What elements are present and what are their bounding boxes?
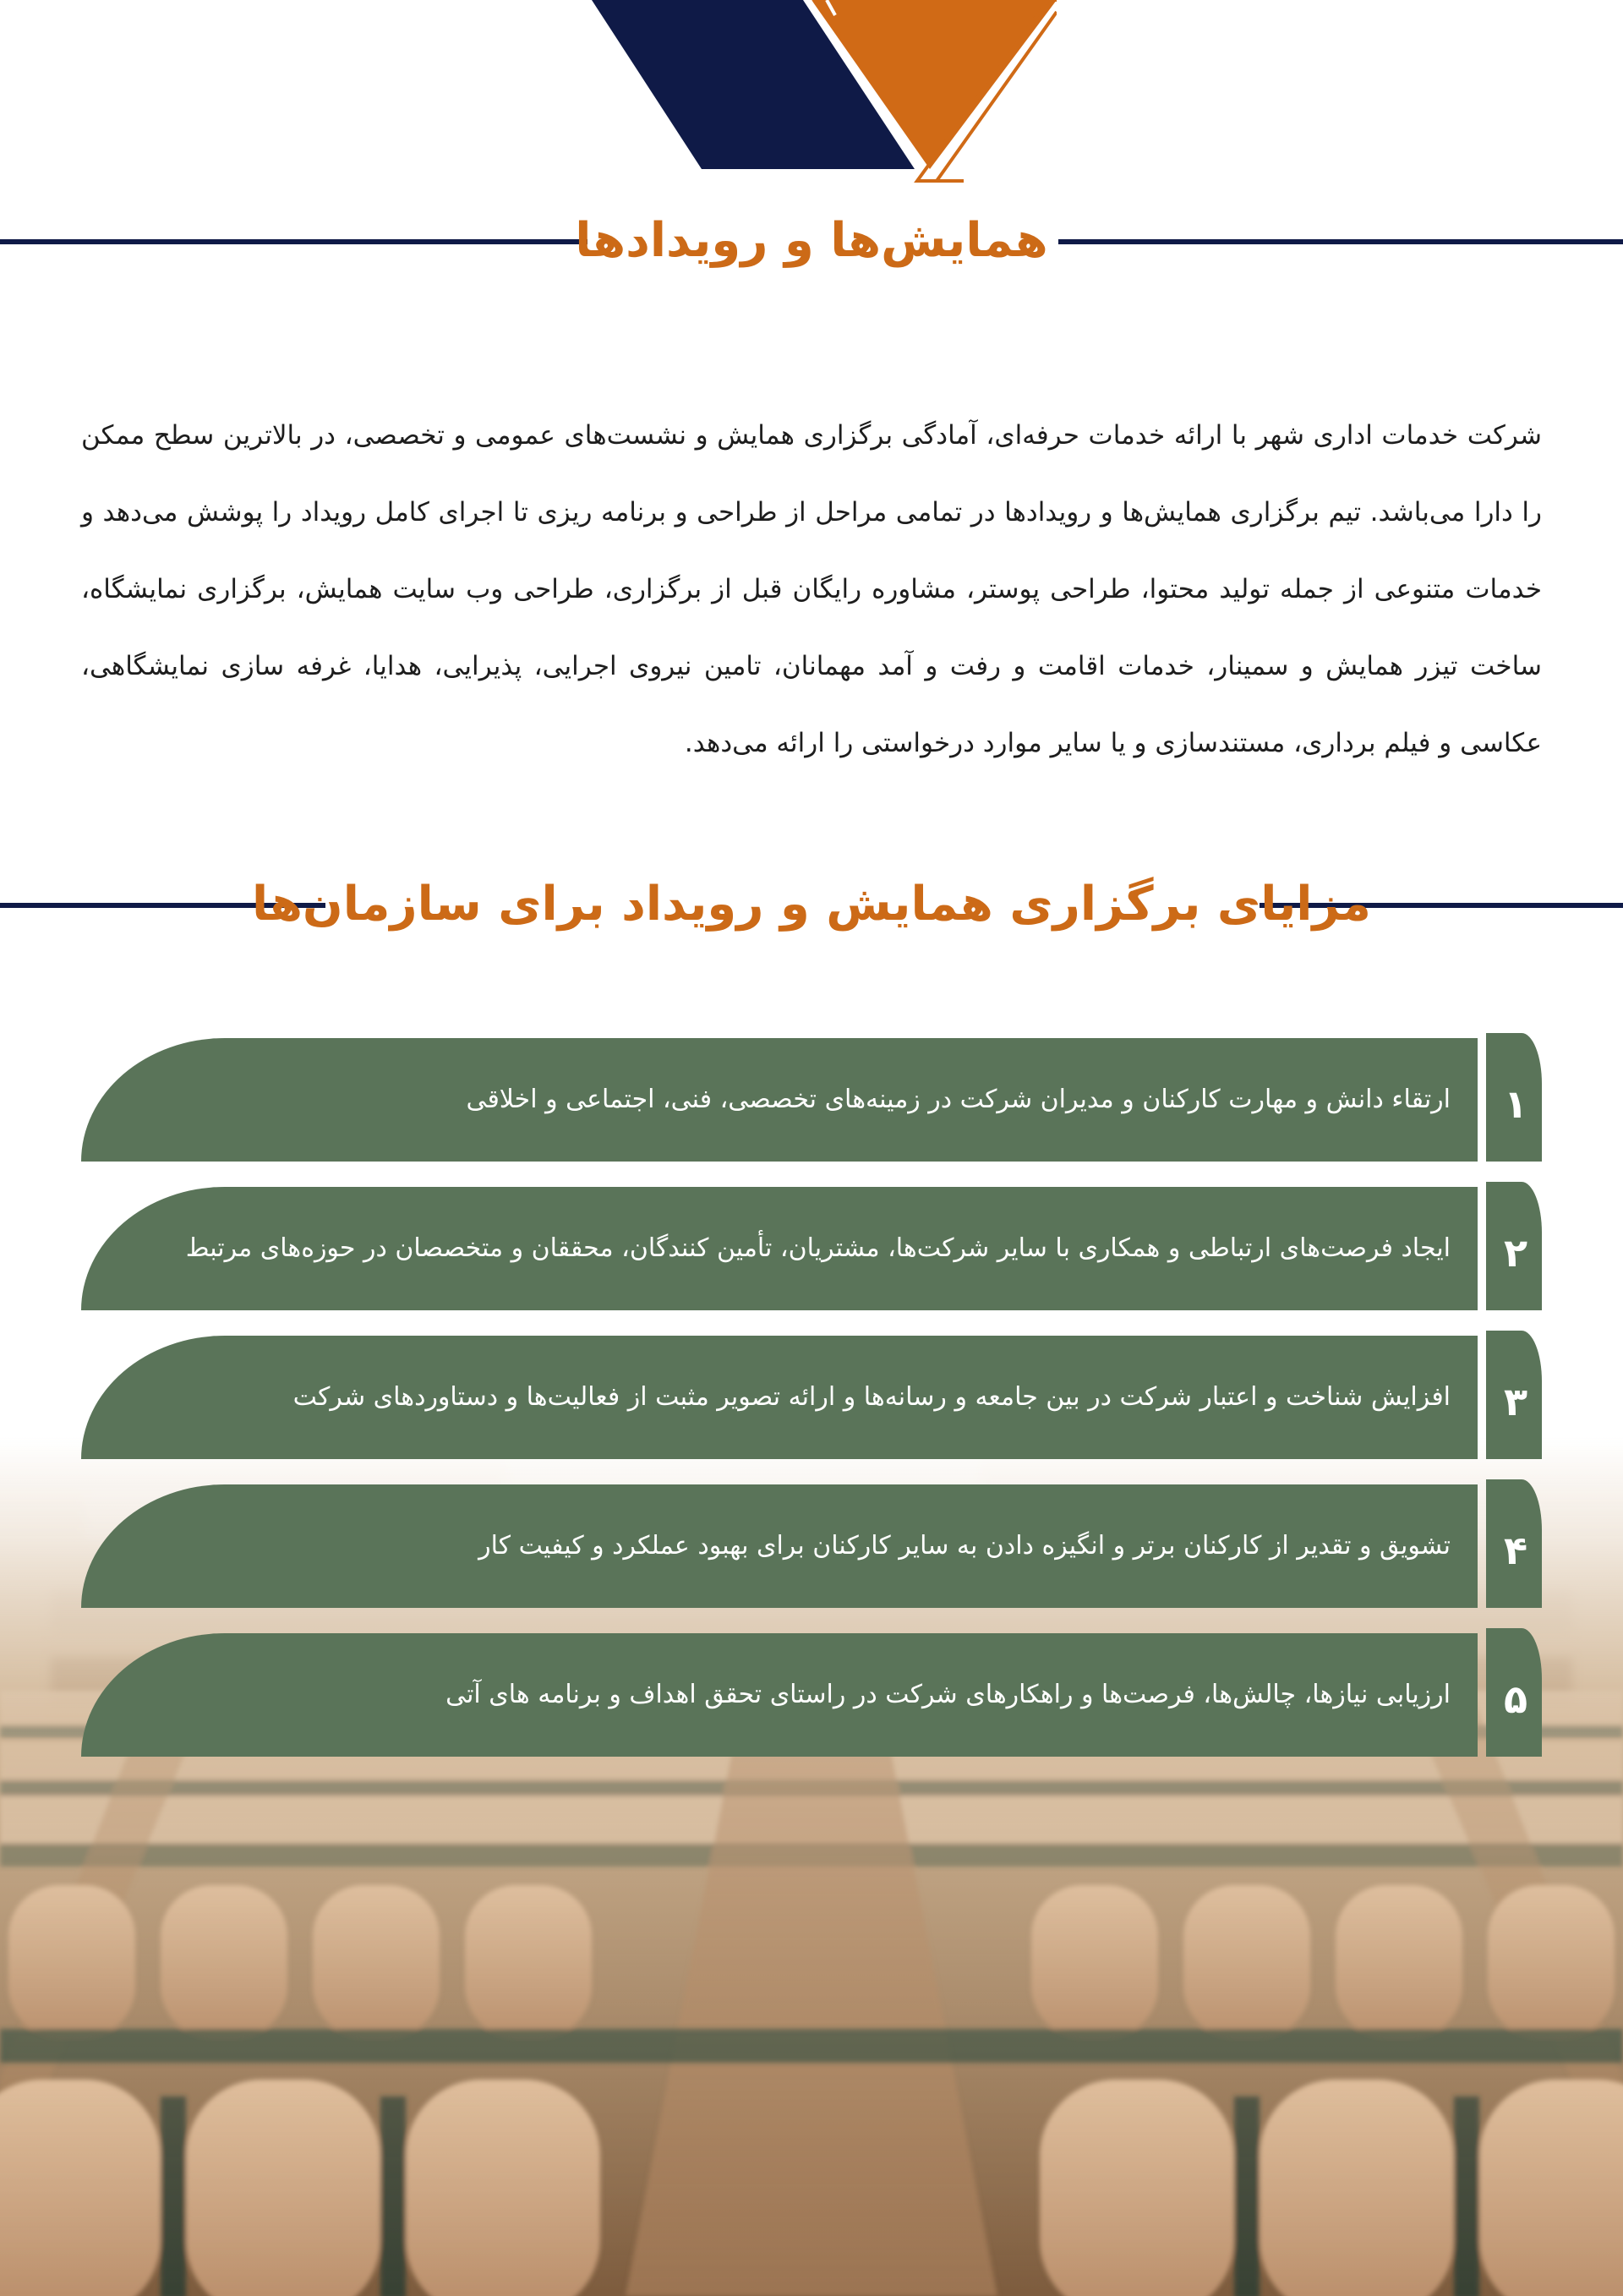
benefit-number-badge xyxy=(1486,1479,1542,1608)
brand-chevron-logo xyxy=(583,0,1057,188)
benefit-text: تشویق و تقدیر از کارکنان برتر و انگیزه دادن به سایر کارکنان برای بهبود عملکرد و کیفیت کار xyxy=(478,1531,1451,1561)
benefit-item xyxy=(81,1033,1544,1160)
benefit-text: افزایش شناخت و اعتبار شرکت در بین جامعه و رسانه‌ها و ارائه تصویر مثبت از فعالیت‌ها و دستاوردهای شرکت xyxy=(292,1382,1451,1412)
benefit-item xyxy=(81,1331,1544,1457)
benefit-text: ارزیابی نیازها، چالش‌ها، فرصت‌ها و راهکارهای شرکت در راستای تحقق اهداف و برنامه های آتی xyxy=(445,1680,1451,1709)
benefit-number-badge xyxy=(1486,1331,1542,1459)
page-title: همایش‌ها و رویدادها xyxy=(575,213,1048,268)
benefit-number: ۴ xyxy=(1503,1528,1528,1573)
benefit-item xyxy=(81,1479,1544,1606)
intro-paragraph: شرکت خدمات اداری شهر با ارائه خدمات حرفه‌ای، آمادگی برگزاری همایش و نشست‌های عمومی و تخصصی، در بالاترین سطح ممکن را دارا می‌باشد. تیم برگزاری همایش‌ها و رویدادها در تمامی مراحل از طراحی و برنامه ریزی تا اجرای کامل رویداد را پوشش می‌دهد و خدمات متنوعی از جمله تولید محتوا، طراحی پوستر، مشاوره رایگان قبل از برگزاری، طراحی وب سایت همایش، برگزاری نمایشگاه، ساخت تیزر همایش و سمینار، خدمات اقامت و رفت و آمد مهمانان، تامین نیروی اجرایی، پذیرایی، هدایا، غرفه سازی نمایشگاهی، عکاسی و فیلم برداری، مستندسازی و یا سایر موارد درخواستی را ارائه می‌دهد. xyxy=(81,420,1542,758)
section-title-benefits xyxy=(0,871,1623,938)
benefit-number-badge xyxy=(1486,1628,1542,1757)
benefit-number: ۱ xyxy=(1503,1081,1528,1127)
benefit-text: ارتقاء دانش و مهارت کارکنان و مدیران شرکت در زمینه‌های تخصصی، فنی، اجتماعی و اخلاقی xyxy=(466,1085,1451,1114)
benefit-item xyxy=(81,1628,1544,1755)
benefit-number: ۵ xyxy=(1503,1676,1528,1722)
benefit-item xyxy=(81,1182,1544,1309)
benefit-number: ۳ xyxy=(1503,1379,1528,1424)
benefit-number: ۲ xyxy=(1503,1230,1528,1276)
section-heading: مزایای برگزاری همایش و رویداد برای سازمان‌ها xyxy=(252,877,1371,932)
benefit-text: ایجاد فرصت‌های ارتباطی و همکاری با سایر شرکت‌ها، مشتریان، تأمین کنندگان، محققان و متخصصان در حوزه‌های مرتبط xyxy=(185,1233,1451,1263)
section-title-events xyxy=(0,207,1623,275)
benefit-number-badge xyxy=(1486,1182,1542,1310)
benefit-number-badge xyxy=(1486,1033,1542,1162)
